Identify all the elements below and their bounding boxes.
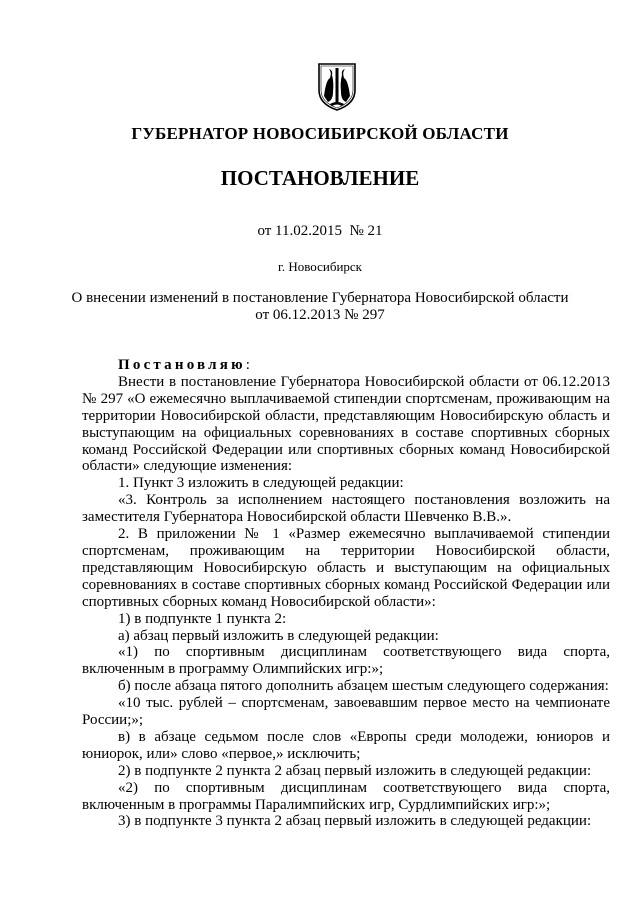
decree-word-line [82,357,610,374]
paragraph: 2) в подпункте 2 пункта 2 абзац первый изложить в следующей редакции: [118,762,592,779]
paragraph: «10 тыс. рублей – спортсменам, завоевавшим первое место на чемпионате России;»; [82,695,610,729]
paragraph: «3. Контроль за исполнением настоящего постановления возложить на заместителя Губернатора Новосибирской области Шевченко В.В.». [82,492,610,526]
paragraph: а) абзац первый изложить в следующей редакции: [118,627,439,644]
document-body [82,357,610,830]
paragraph: б) после абзаца пятого дополнить абзацем шестым следующего содержания: [118,678,609,695]
decree-colon: : [245,357,250,373]
date-number-line: от 11.02.2015 № 21 [257,223,383,239]
coat-of-arms-icon [316,60,358,112]
subject-heading [0,290,640,324]
paragraph: Внести в постановление Губернатора Новосибирской области от 06.12.2013 № 297 «О ежемесячно выплачиваемой стипендии спортсменам, проживающим на территории Новосибирской области, представляющим Новосибирскую область и выступающим на официальных соревнованиях в составе спортивных сборных команд Российской Федерации или спортивных сборных команд Новосибирской области» следующие изменения: [82,373,610,475]
city-line: г. Новосибирск [277,259,362,274]
decree-word: Постановляю [118,357,246,373]
subject-line-2: от 06.12.2013 № 297 [255,307,385,323]
document-type: ПОСТАНОВЛЕНИЕ [220,166,420,190]
paragraph: в) в абзаце седьмом после слов «Европы среди молодежи, юниоров и юниорок, или» слово «первое,» исключить; [82,728,610,762]
paragraph: 1) в подпункте 1 пункта 2: [118,610,287,627]
paragraph: 3) в подпункте 3 пункта 2 абзац первый изложить в следующей редакции: [118,813,592,830]
paragraph: 1. Пункт 3 изложить в следующей редакции: [118,475,404,492]
paragraph: 2. В приложении № 1 «Размер ежемесячно выплачиваемой стипендии спортсменам, проживающим на территории Новосибирской области, представляющим Новосибирскую область и выступающим на официальных соревнованиях в составе спортивных сборных команд Российской Федерации или спортивных сборных команд Новосибирской области»: [82,526,610,610]
governor-title: ГУБЕРНАТОР НОВОСИБИРСКОЙ ОБЛАСТИ [131,124,509,143]
subject-line-1: О внесении изменений в постановление Губернатора Новосибирской области [71,290,569,306]
paragraph: «1) по спортивным дисциплинам соответствующего вида спорта, включенным в программу Олимпийских игр:»; [82,644,610,678]
paragraph: «2) по спортивным дисциплинам соответствующего вида спорта, включенным в программы Паралимпийских игр, Сурдлимпийских игр:»; [82,779,610,813]
